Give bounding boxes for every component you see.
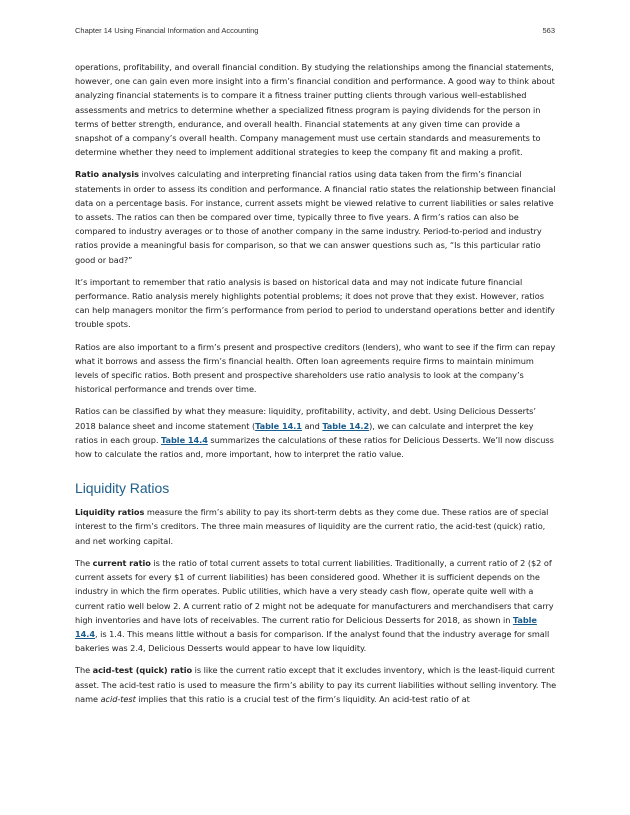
link-table-14-2[interactable]: Table 14.2 <box>322 420 370 431</box>
key-term-liquidity-ratios: Liquidity ratios <box>75 507 145 518</box>
paragraph-creditors: Ratios are also important to a firm’s present and prospective creditors (lenders), who want to see if the firm can repay what it borrows and assess the firm’s financial health. Often loan agreements require firms to maintain minimum levels of specific ratios. Both present and prospective shareholders use ratio analysis to look at the company’s historical performance and trends over time. <box>75 341 556 395</box>
paragraph-ratio-analysis: Ratio analysis involves calculating and interpreting financial ratios using data taken from the firm’s financial statements in order to assess its condition and performance. A financial ratio states the relationship between financial data on a percentage basis. For instance, current assets might be viewed relative to current liabilities or sales relative to assets. The ratios can then be compared over time, typically three to five years. A firm’s ratios can also be compared to industry averages or to those of another company in the same industry. Period-to-period and industry ratios provide a meaningful basis for comparison, so that we can answer questions such as, “Is this particular ratio good or bad?” <box>75 169 556 265</box>
link-table-14-1[interactable]: Table 14.1 <box>255 420 302 431</box>
link-table-14-4[interactable]: Table 14.4 <box>161 434 208 445</box>
running-header <box>75 26 555 38</box>
body-text <box>75 60 557 714</box>
section-heading-liquidity-ratios: Liquidity Ratios <box>75 480 170 497</box>
page-number: 563 <box>542 26 555 35</box>
italic-acid-test: acid-test <box>100 693 136 704</box>
paragraph-acid-test-ratio: The acid-test (quick) ratio is like the current ratio except that it excludes inventory, which is the least-liquid current asset. The acid-test ratio is used to measure the firm’s ability to pay its current liabilities without selling inventory. The name acid-test implies that this ratio is a crucial test of the firm’s liquidity. An acid-test ratio of at <box>75 665 557 704</box>
link-table-14-4-current-ratio[interactable]: Table 14.4 <box>75 614 537 639</box>
chapter-title: Chapter 14 Using Financial Information and Accounting <box>75 26 259 35</box>
paragraph-ratio-classes: Ratios can be classified by what they measure: liquidity, profitability, activity, and debt. Using Delicious Desserts’ 2018 balance sheet and income statement (Table 14.1 and Table 14.2), we can calculate and interpret the key ratios in each group. Table 14.4 summarizes the calculations of these ratios for Delicious Desserts. We’ll now discuss how to calculate the ratios and, more important, how to interpret the ratio value. <box>75 406 554 460</box>
paragraph-intro-continued: operations, profitability, and overall financial condition. By studying the relationships among the financial statements, however, one can gain even more insight into a firm’s financial condition and performance. A good way to think about analyzing financial statements is to compare it a fitness trainer putting clients through various well-established assessments and metrics to determine whether a specialized fitness program is paying dividends for the person in terms of better strength, endurance, and overall health. Financial statements at any given time can provide a snapshot of a company’s overall health. Company management must use certain standards and measurements to determine whether they need to implement additional strategies to keep the company fit and making a profit. <box>75 62 555 158</box>
paragraph-historical-data: It’s important to remember that ratio analysis is based on historical data and may not indicate future financial performance. Ratio analysis merely highlights potential problems; it does not prove that they exist. However, ratios can help managers monitor the firm’s performance from period to period to understand operations better and identify trouble spots. <box>75 276 555 330</box>
key-term-acid-test-ratio: acid-test (quick) ratio <box>92 665 193 676</box>
paragraph-current-ratio: The current ratio is the ratio of total current assets to total current liabilities. Traditionally, a current ratio of 2 ($2 of current assets for every $1 of current liabilities) has been considered good. Whether it is sufficient depends on the industry in which the firm operates. Public utilities, which have a very steady cash flow, operate quite well with a current ratio well below 2. A current ratio of 2 might not be adequate for manufacturers and merchandisers that carry high inventories and have lots of receivables. The current ratio for Delicious Desserts for 2018, as shown in Table 14.4, is 1.4. This means little without a basis for comparison. If the analyst found that the industry average for small bakeries was 2.4, Delicious Desserts would appear to have low liquidity. <box>75 557 554 654</box>
key-term-current-ratio: current ratio <box>92 557 151 568</box>
paragraph-liquidity-ratios: Liquidity ratios measure the firm’s ability to pay its short-term debts as they come due. These ratios are of special interest to the firm’s creditors. The three main measures of liquidity are the current ratio, the acid-test (quick) ratio, and net working capital. <box>75 507 549 546</box>
key-term-ratio-analysis: Ratio analysis <box>75 169 139 180</box>
